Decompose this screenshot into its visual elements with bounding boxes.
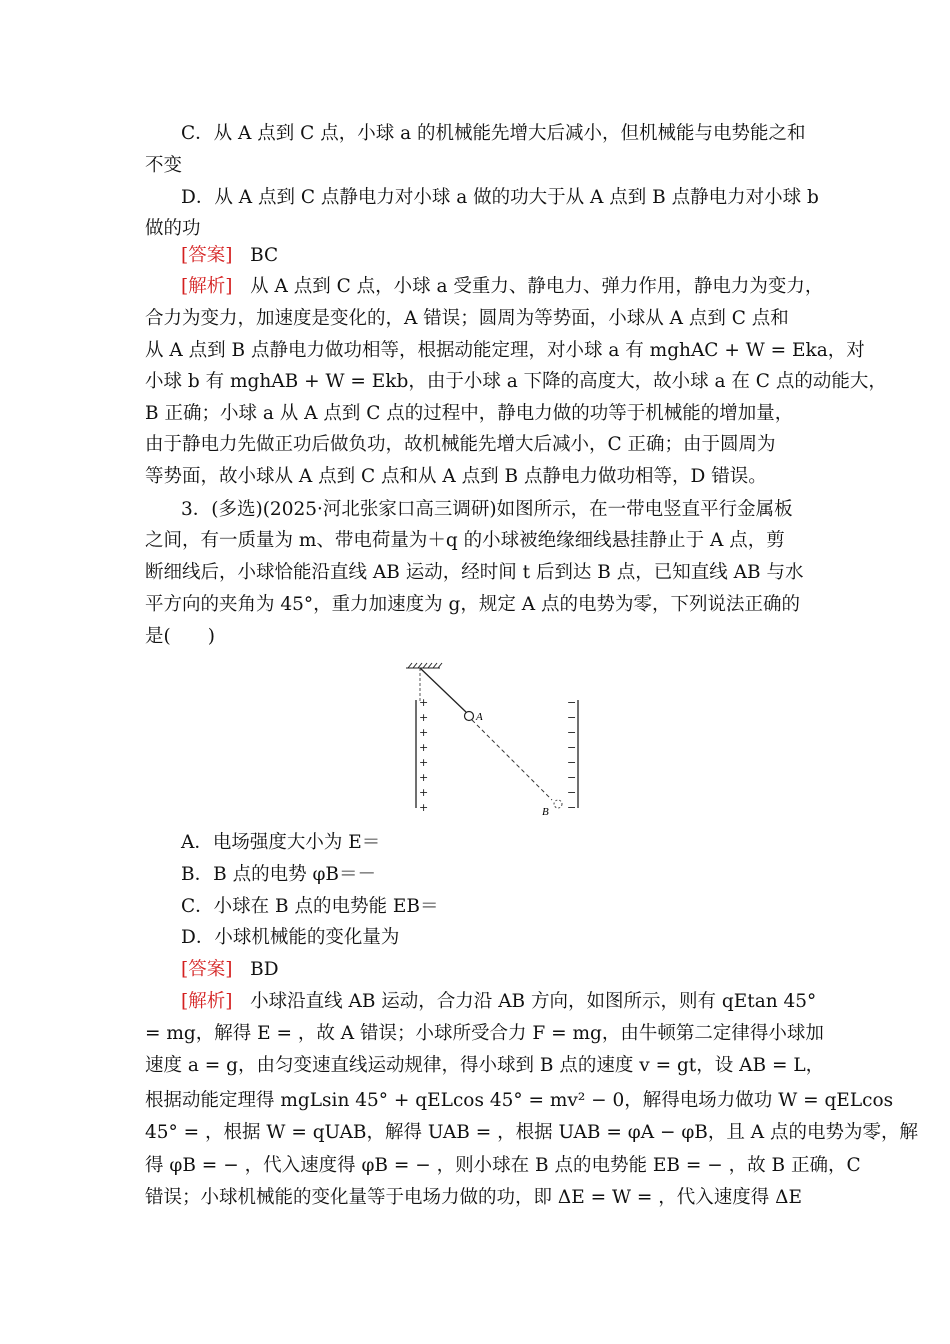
q2-analysis-line2: 合力为变力，加速度是变化的，A 错误；圆周为等势面，小球从 A 点到 C 点和 [145,308,789,329]
parallel-plates-diagram [400,662,590,822]
minus-sign: − [567,711,577,724]
label-a: A [476,711,483,723]
q3-option-d: D．小球机械能的变化量为 [181,927,400,948]
q2-answer-value: BC [250,245,279,266]
minus-sign: − [567,726,577,739]
q2-analysis-line3: 从 A 点到 B 点静电力做功相等，根据动能定理，对小球 a 有 mghAC + W = Eka，对 [145,340,865,361]
q3-analysis-line1 [181,986,817,1018]
q2-option-d-line1: D．从 A 点到 C 点静电力对小球 a 做的功大于从 A 点到 B 点静电力对小球 b [181,187,819,208]
q3-analysis-text1: 小球沿直线 AB 运动，合力沿 AB 方向，如图所示，则有 qEtan 45° [250,991,817,1012]
q3-analysis-line5: 45° = ，根据 W = qUAB，解得 UAB = ，根据 UAB = φA − φB，且 A 点的电势为零，解 [145,1122,919,1143]
plus-sign: + [419,771,429,784]
q2-analysis-label: [解析] [181,276,233,297]
q2-analysis-line6: 由于静电力先做正功后做负功，故机械能先增大后减小，C 正确；由于圆周为 [145,434,776,455]
path-ab [472,720,552,800]
q2-option-c-line2: 不变 [145,155,183,176]
q2-option-d-line2: 做的功 [145,218,201,239]
plus-sign: + [419,741,429,754]
plus-sign: + [419,726,429,739]
q2-analysis-line1 [181,271,824,303]
q3-stem-line1: 3．(多选)(2025·河北张家口高三调研)如图所示，在一带电竖直平行金属板 [181,499,793,520]
q3-analysis-label: [解析] [181,991,233,1012]
minus-sign: − [567,771,577,784]
minus-sign: − [567,756,577,769]
minus-sign: − [567,741,577,754]
q3-analysis-line6: 得 φB = − ，代入速度得 φB = − ，则小球在 B 点的电势能 EB = − ，故 B 正确，C [145,1155,861,1176]
q3-analysis-line4: 根据动能定理得 mgLsin 45° + qELcos 45° = mv² − 0，解得电场力做功 W = qELcos [145,1090,894,1111]
plus-sign: + [419,696,429,709]
minus-sign: − [567,786,577,799]
q2-option-c-line1: C．从 A 点到 C 点，小球 a 的机械能先增大后减小，但机械能与电势能之和 [181,123,806,144]
q3-answer-label: [答案] [181,959,233,980]
q2-analysis-line5: B 正确；小球 a 从 A 点到 C 点的过程中，静电力做的功等于机械能的增加量， [145,403,794,424]
q3-analysis-line2: = mg，解得 E = ，故 A 错误；小球所受合力 F = mg，由牛顿第二定律得小球加 [145,1023,824,1044]
q3-option-a: A．电场强度大小为 E＝ [181,832,381,853]
plus-sign: + [419,711,429,724]
ball-b [554,800,562,808]
q3-stem-line2: 之间，有一质量为 m、带电荷量为＋q 的小球被绝缘细线悬挂静止于 A 点，剪 [145,530,785,551]
q3-stem-line4: 平方向的夹角为 45°，重力加速度为 g，规定 A 点的电势为零，下列说法正确的 [145,594,801,615]
q3-option-c: C．小球在 B 点的电势能 EB＝ [181,896,439,917]
plus-sign: + [419,786,429,799]
q3-option-b: B．B 点的电势 φB＝－ [181,864,377,885]
minus-sign: − [567,696,577,709]
q3-stem-line3: 断细线后，小球恰能沿直线 AB 运动，经时间 t 后到达 B 点，已知直线 AB 与水 [145,562,804,583]
plus-sign: + [419,801,429,814]
minus-sign: − [567,801,577,814]
q2-analysis-text1: 从 A 点到 C 点，小球 a 受重力、静电力、弹力作用，静电力为变力， [250,276,824,297]
q3-answer [181,954,810,986]
label-b: B [542,806,549,818]
q2-answer-label: [答案] [181,245,233,266]
q2-answer [181,240,810,272]
ceiling-hatch [406,663,442,668]
q3-answer-value: BD [250,959,279,980]
q3-analysis-line7: 错误；小球机械能的变化量等于电场力做的功，即 ΔE = W = ，代入速度得 ΔE [145,1187,803,1208]
q2-analysis-line4: 小球 b 有 mghAB + W = Ekb，由于小球 a 下降的高度大，故小球 a 在 C 点的动能大， [145,371,887,392]
q3-analysis-line3: 速度 a = g，由匀变速直线运动规律，得小球到 B 点的速度 v = gt，设 AB = L， [145,1055,825,1076]
q2-analysis-line7: 等势面，故小球从 A 点到 C 点和从 A 点到 B 点静电力做功相等，D 错误。 [145,466,767,487]
q3-stem-line5: 是( ) [145,626,215,647]
plus-sign: + [419,756,429,769]
ball-a [465,712,474,721]
